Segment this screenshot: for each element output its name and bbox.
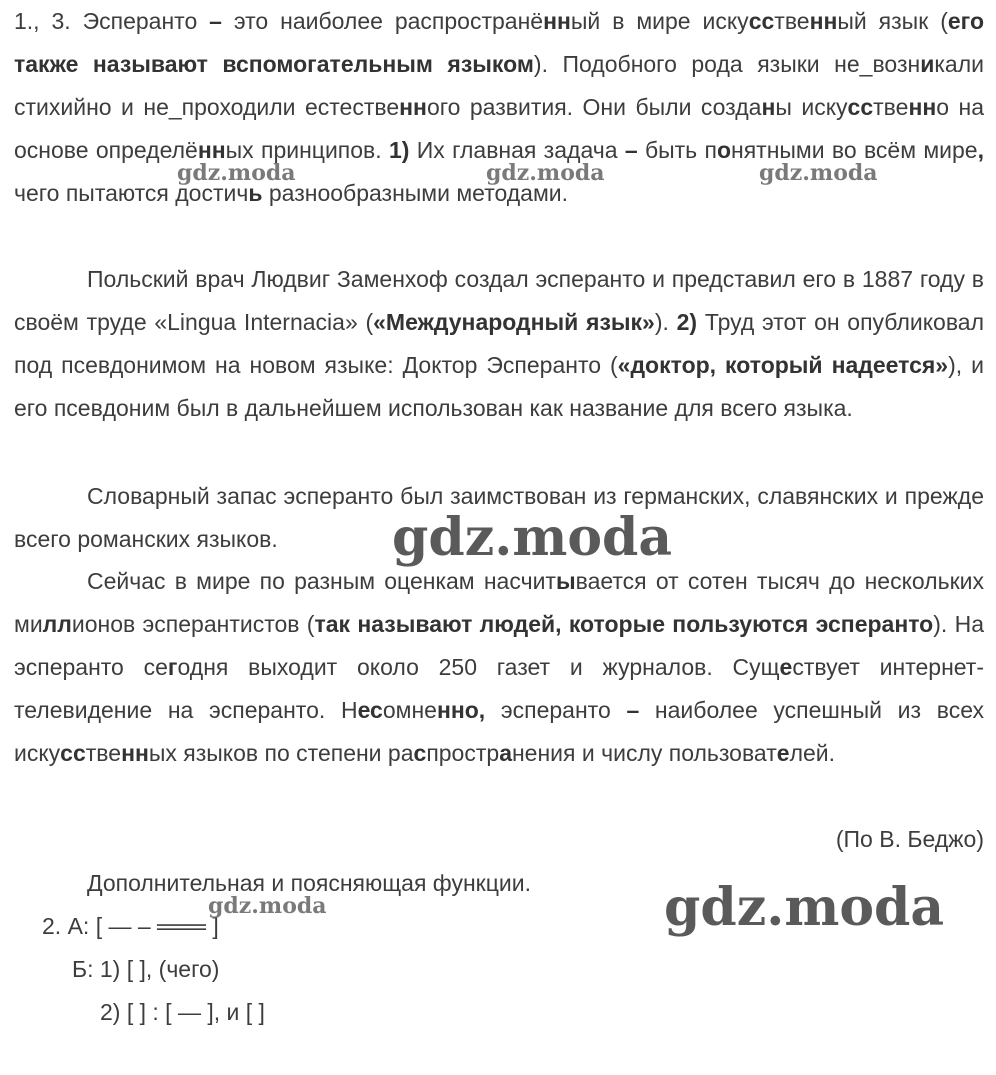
text-run-bold: г [167, 654, 178, 680]
text-run: омне [382, 697, 437, 723]
text-run-bold: нн [121, 740, 149, 766]
text-run: одня выходит около 250 газет и журналов. Сущ [177, 654, 780, 680]
text-run-bold: 2) [676, 309, 698, 335]
text-run: простр [426, 740, 500, 766]
text-run-bold: сс [748, 8, 775, 34]
paragraph-2 [14, 258, 984, 430]
text-run-bold: нн [436, 697, 465, 723]
text-run-bold: «доктор, который надеется» [617, 352, 949, 378]
text-run: нения и числу пользоват [511, 740, 777, 766]
watermark: gdz.moda [486, 160, 605, 186]
text-run: лей. [789, 740, 836, 766]
scheme-2b-2: 2) [ ] : [ — ], и [ ] [100, 999, 265, 1025]
text-run-bold: лл [42, 611, 72, 637]
text-run-bold: 1) [388, 137, 410, 163]
text-run: ого развития. Они были созда [426, 94, 762, 120]
text-run: тве [873, 94, 909, 120]
text-run-bold: о [716, 137, 731, 163]
text-run-bold: н [761, 94, 776, 120]
text-run: ). На эсперанто се [14, 611, 984, 680]
text-run: ствует интернет-телевидение на эсперанто. Н [14, 654, 984, 723]
text-run-bold: нн [908, 94, 937, 120]
watermark: gdz.moda [759, 160, 878, 186]
text-run-bold: нн [543, 8, 571, 34]
text-run: эсперанто [485, 697, 627, 723]
text-run-bold: – [624, 137, 638, 163]
text-run: ). Подобного рода языки не_возн [533, 51, 921, 77]
scheme-2b-1: Б: 1) [ ], (чего) [72, 956, 220, 982]
text-run-bold: е [776, 740, 790, 766]
functions-note: Дополнительная и поясняющая функции. [87, 870, 531, 896]
text-run-bold: нн [809, 8, 838, 34]
text-run: ых языков по степени ра [148, 740, 414, 766]
text-run-bold: ь [248, 180, 263, 206]
paragraph-3 [14, 475, 984, 561]
text-run-bold: «Международный язык» [373, 309, 655, 335]
text-run: Труд этот он опубликовал под псевдонимом на новом языке: Доктор Эсперанто ( [14, 309, 985, 378]
text-run-bold: нн [197, 137, 226, 163]
text-run-bold: , [977, 137, 984, 163]
text-run: Сейчас в мире по разным оценкам насчит [87, 568, 556, 594]
watermark: gdz.moda [664, 877, 945, 938]
text-run: вается от сотен тысяч до нескольких ми [14, 568, 984, 637]
text-run-bold: сс [847, 94, 874, 120]
text-run-bold: так называют людей, которые пользуются эсперанто [314, 611, 934, 637]
text-run: нятными во всём мире [731, 137, 978, 163]
watermark: gdz.moda [177, 160, 296, 186]
scheme-2a: 2. А: [ — – ═══ ] [42, 913, 219, 939]
text-run: 1., 3. Эсперанто [14, 8, 210, 34]
text-run-bold: ы [555, 568, 576, 594]
text-run: ых принципов. [225, 137, 389, 163]
text-run: ы иску [775, 94, 848, 120]
text-run-bold: а [499, 740, 512, 766]
text-run: ый язык ( [837, 8, 948, 34]
text-run: ). [654, 309, 677, 335]
text-run: это наиболее распространё [221, 8, 544, 34]
text-run: кали стихийно и не_проходили естестве [14, 51, 984, 120]
text-run: о на основе определё [14, 94, 984, 163]
text-run: разнообразными методами. [262, 180, 569, 206]
text-run: ионов эсперантистов ( [71, 611, 315, 637]
text-run-bold: е [779, 654, 793, 680]
text-run-bold: о, [464, 697, 486, 723]
text-run: наиболее успешный из всех иску [14, 697, 984, 766]
text-run: быть п [637, 137, 717, 163]
text-run-bold: – [626, 697, 640, 723]
paragraph-1 [14, 0, 984, 215]
text-run: ), и его псевдоним был в дальнейшем использован как название для всего языка. [14, 352, 984, 421]
text-run: Словарный запас эсперанто был заимствован из германских, славянских и прежде всего романских языков. [14, 483, 984, 552]
text-run-bold: сс [60, 740, 86, 766]
text-run: тве [774, 8, 810, 34]
source-attribution: (По В. Беджо) [835, 826, 984, 852]
text-run: чего пытаются достич [14, 180, 249, 206]
watermark: gdz.moda [208, 893, 327, 919]
text-run: Их главная задача [409, 137, 625, 163]
text-run-bold: с [413, 740, 427, 766]
text-run-bold: ес [357, 697, 383, 723]
text-run-bold: и [920, 51, 935, 77]
text-run: тве [85, 740, 122, 766]
text-run-bold: нн [399, 94, 427, 120]
text-run-bold: – [209, 8, 222, 34]
watermark: gdz.moda [392, 507, 673, 568]
text-run: ый в мире иску [570, 8, 749, 34]
text-run-bold: его также называют вспомогательным языком [14, 8, 984, 77]
paragraph-4 [14, 560, 984, 775]
text-run: Польский врач Людвиг Заменхоф создал эсперанто и представил его в 1887 году в своём труде «Lingua Internacia» ( [14, 266, 984, 335]
